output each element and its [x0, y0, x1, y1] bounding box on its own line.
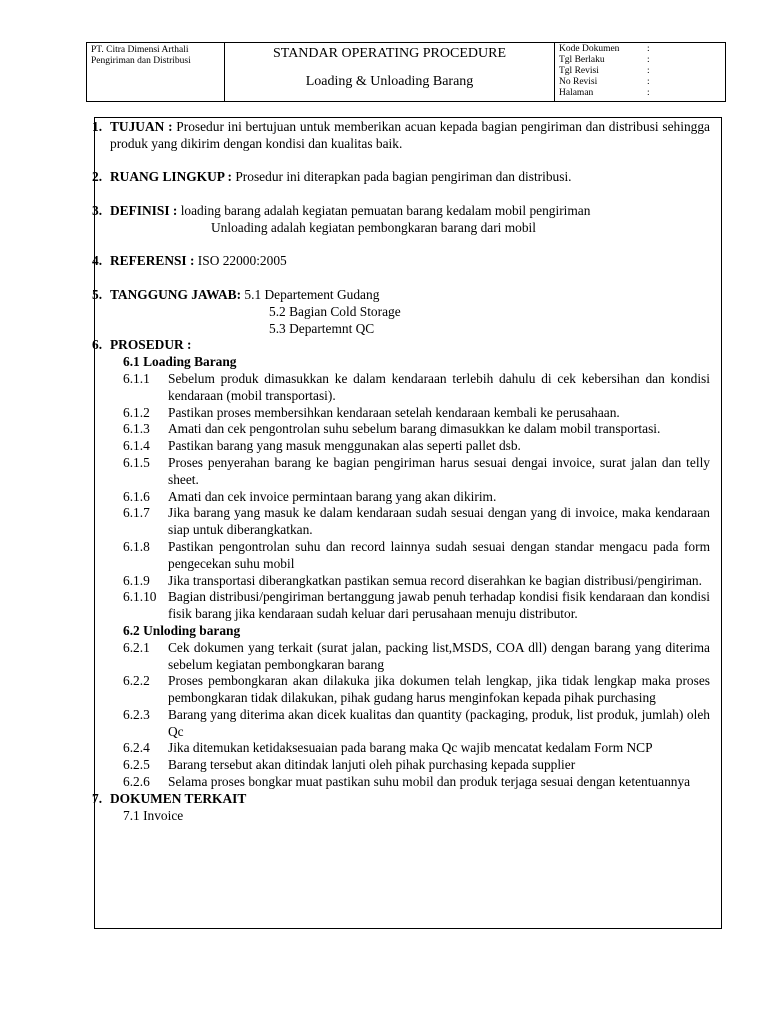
section-text-line: 5.3 Departemnt QC: [269, 320, 375, 336]
meta-label: Tgl Berlaku: [559, 55, 605, 65]
section-text: Prosedur ini bertujuan untuk memberikan acuan kepada bagian pengiriman dan distribusi sehingga produk yang dikirim dengan kondisi dan kualitas baik.: [110, 119, 710, 151]
step-number: 6.1.10: [123, 589, 157, 605]
meta-cell: [555, 43, 725, 101]
procedure-step: [92, 371, 710, 405]
meta-label: Halaman: [559, 88, 594, 98]
section-ruang-lingkup: [92, 169, 710, 186]
meta-row: [559, 55, 721, 66]
section-tujuan: [92, 119, 710, 153]
step-number: 6.1.2: [123, 404, 150, 420]
unloading-list: [92, 640, 710, 791]
step-text: Pastikan pengontrolan suhu dan record lainnya sudah sesuai dengan standar mengacu pada form pengecekan suhu mobil: [168, 538, 710, 571]
procedure-step: [92, 539, 710, 573]
company-division: Pengiriman dan Distribusi: [91, 56, 191, 66]
procedure-step: [92, 589, 710, 623]
section-number: 6.: [92, 337, 103, 353]
document-title: STANDAR OPERATING PROCEDURE: [272, 46, 506, 61]
step-text: Cek dokumen yang terkait (surat jalan, packing list,MSDS, COA dll) dengan barang yang diterima sebelum kegiatan pembongkaran barang: [168, 639, 710, 672]
procedure-step: [92, 421, 710, 438]
section-number: 2.: [92, 169, 103, 185]
section-number: 1.: [92, 119, 103, 134]
step-text: Proses pembongkaran akan dilakuka jika dokumen telah lengkap, jika tidak lengkap maka proses pembongkaran tidak dilakukan, pihak gudang harus menginfokan kepada pihak purchasing: [168, 673, 710, 706]
section-number: 3.: [92, 202, 103, 218]
meta-value: :: [647, 44, 650, 54]
step-text: Amati dan cek invoice permintaan barang yang akan dikirim.: [168, 488, 497, 504]
document-body: [92, 119, 710, 824]
section-text: Prosedur ini diterapkan pada bagian pengiriman dan distribusi.: [232, 169, 572, 185]
procedure-step: [92, 740, 710, 757]
document-header: [86, 42, 726, 102]
step-number: 6.2.3: [123, 706, 150, 722]
procedure-step: [92, 438, 710, 455]
step-number: 6.2.2: [123, 673, 150, 689]
section-definisi: [92, 203, 710, 237]
procedure-step: [92, 774, 710, 791]
section-heading: TUJUAN :: [110, 119, 173, 134]
company-name: PT. Citra Dimensi Arthali: [91, 45, 189, 55]
subsection-loading-title: 6.1 Loading Barang: [123, 354, 237, 370]
meta-label: Tgl Revisi: [559, 66, 599, 76]
step-text: Jika ditemukan ketidaksesuaian pada barang maka Qc wajib mencatat kedalam Form NCP: [168, 740, 653, 756]
meta-row: [559, 44, 721, 55]
section-heading: DOKUMEN TERKAIT: [110, 790, 247, 806]
step-number: 6.1.8: [123, 538, 150, 554]
related-document-item: 7.1 Invoice: [123, 807, 184, 823]
step-number: 6.1.7: [123, 505, 150, 521]
section-prosedur: [92, 337, 710, 354]
section-heading: DEFINISI :: [110, 202, 178, 218]
meta-label: No Revisi: [559, 77, 598, 87]
section-heading: RUANG LINGKUP :: [110, 169, 233, 185]
step-text: Jika transportasi diberangkatkan pastikan semua record diserahkan ke bagian distribusi/pengiriman.: [168, 572, 702, 588]
step-number: 6.2.6: [123, 774, 150, 790]
procedure-step: [92, 757, 710, 774]
step-number: 6.1.1: [123, 370, 150, 386]
procedure-step: [92, 640, 710, 674]
meta-value: :: [647, 66, 650, 76]
section-text: ISO 22000:2005: [194, 253, 287, 269]
section-heading: PROSEDUR :: [110, 337, 192, 353]
section-text-line: Unloading adalah kegiatan pembongkaran barang dari mobil: [211, 219, 536, 235]
section-text: loading barang adalah kegiatan pemuatan barang kedalam mobil pengiriman: [177, 202, 591, 218]
step-number: 6.2.1: [123, 639, 150, 655]
meta-row: [559, 77, 721, 88]
section-tanggung-jawab: [92, 287, 710, 337]
step-number: 6.2.4: [123, 740, 150, 756]
section-heading: REFERENSI :: [110, 253, 195, 269]
step-text: Sebelum produk dimasukkan ke dalam kendaraan terlebih dahulu di cek kebersihan dan kondisi kendaraan (mobil transportasi).: [168, 370, 710, 403]
step-text: Pastikan barang yang masuk menggunakan alas seperti pallet dsb.: [168, 438, 521, 454]
step-number: 6.1.4: [123, 438, 150, 454]
procedure-step: [92, 707, 710, 741]
section-text-line: 5.2 Bagian Cold Storage: [269, 303, 401, 319]
step-number: 6.1.5: [123, 454, 150, 470]
procedure-step: [92, 405, 710, 422]
procedure-step: [92, 455, 710, 489]
meta-value: :: [647, 77, 650, 87]
section-referensi: [92, 253, 710, 270]
step-text: Barang tersebut akan ditindak lanjuti oleh pihak purchasing kepada supplier: [168, 757, 576, 773]
loading-list: [92, 371, 710, 623]
section-number: 4.: [92, 253, 103, 269]
step-text: Proses penyerahan barang ke bagian pengiriman harus sesuai dengai invoice, surat jalan dan telly sheet.: [168, 454, 710, 487]
step-text: Jika barang yang masuk ke dalam kendaraan sudah sesuai dengan yang di invoice, maka kendaraan siap untuk diberangkatkan.: [168, 505, 710, 538]
step-number: 6.2.5: [123, 757, 150, 773]
step-number: 6.1.3: [123, 421, 150, 437]
procedure-step: [92, 673, 710, 707]
section-number: 5.: [92, 286, 103, 302]
step-text: Barang yang diterima akan dicek kualitas dan quantity (packaging, produk, list produk, jumlah) oleh Qc: [168, 706, 710, 739]
section-number: 7.: [92, 790, 103, 806]
document-subtitle: Loading & Unloading Barang: [305, 74, 474, 89]
title-cell: [225, 43, 555, 101]
procedure-step: [92, 489, 710, 506]
step-text: Bagian distribusi/pengiriman bertanggung jawab penuh terhadap kondisi fisik kendaraan dan kondisi fisik barang jika kendaraan sudah keluar dari perusahaan menuju distributor.: [168, 589, 710, 622]
step-text: Selama proses bongkar muat pastikan suhu mobil dan produk terjaga sesuai dengan ketentuannya: [168, 774, 691, 790]
meta-row: [559, 66, 721, 77]
section-text: 5.1 Departement Gudang: [241, 286, 380, 302]
step-number: 6.1.6: [123, 488, 150, 504]
procedure-step: [92, 505, 710, 539]
meta-value: :: [647, 88, 650, 98]
subsection-unloading-title: 6.2 Unloding barang: [123, 622, 241, 638]
meta-row: [559, 88, 721, 99]
section-dokumen-terkait: [92, 791, 710, 808]
step-text: Pastikan proses membersihkan kendaraan setelah kendaraan kembali ke perusahaan.: [168, 404, 620, 420]
procedure-step: [92, 573, 710, 590]
meta-value: :: [647, 55, 650, 65]
meta-label: Kode Dokumen: [559, 44, 620, 54]
section-heading: TANGGUNG JAWAB:: [110, 286, 242, 302]
step-number: 6.1.9: [123, 572, 150, 588]
step-text: Amati dan cek pengontrolan suhu sebelum barang dimasukkan ke dalam mobil transportasi.: [168, 421, 661, 437]
company-cell: [87, 43, 225, 101]
